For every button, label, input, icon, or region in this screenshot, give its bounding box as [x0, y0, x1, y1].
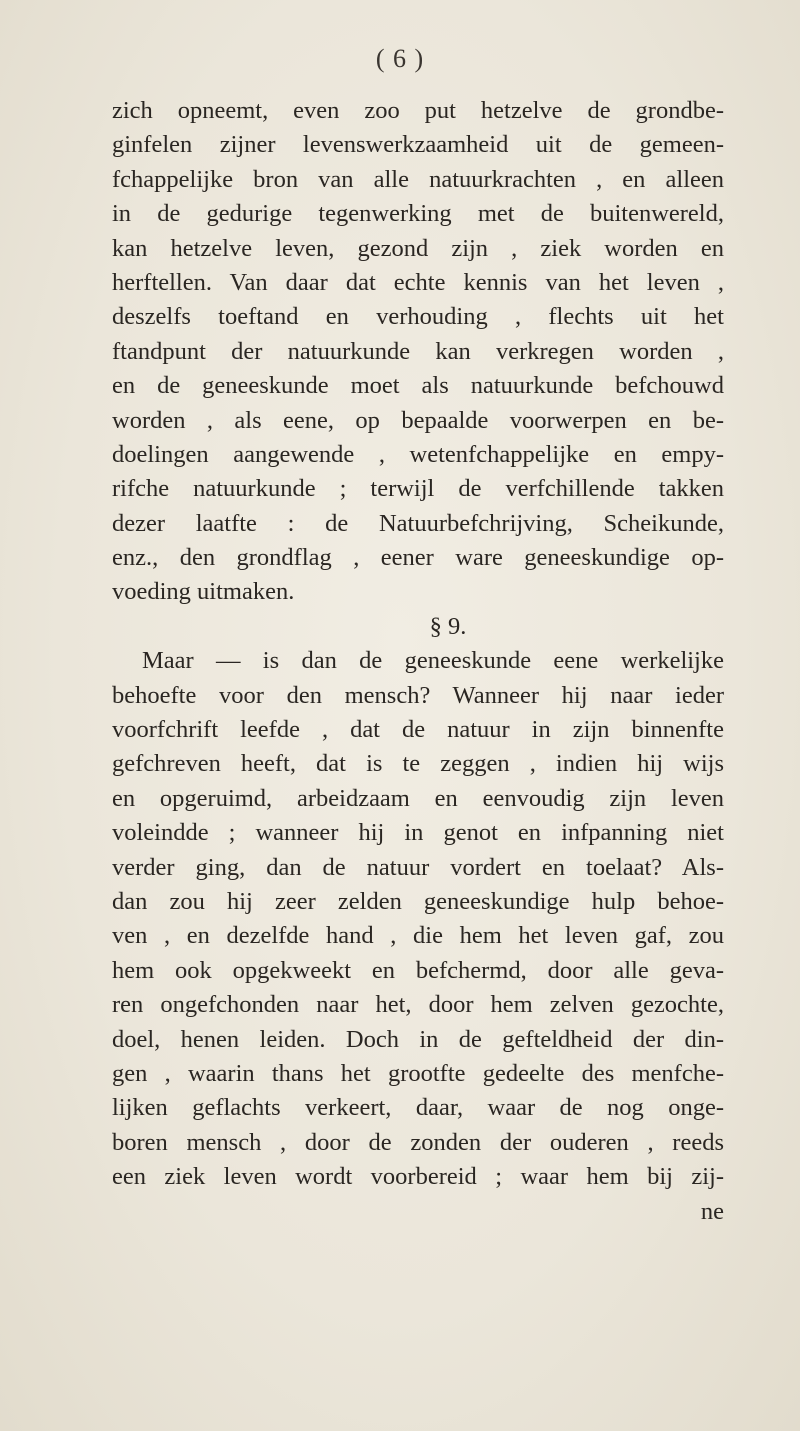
text-line: worden , als eene, op bepaalde voorwerpen en be- — [112, 406, 724, 434]
text-line: dan zou hij zeer zelden geneeskundige hulp behoe- — [112, 887, 724, 915]
text-line: in de gedurige tegenwerking met de buitenwereld, — [112, 200, 724, 228]
text-line: ginfelen zijner levenswerkzaamheid uit de gemeen- — [112, 131, 724, 159]
text-line: doelingen aangewende , wetenfchappelijke en empy- — [112, 440, 724, 468]
text-line: herftellen. Van daar dat echte kennis van het leven , — [112, 268, 724, 296]
text-line: rifche natuurkunde ; terwijl de verfchillende takken — [112, 475, 724, 503]
text-line: enz., den grondflag , eener ware geneeskundige op- — [112, 544, 724, 572]
text-line: deszelfs toeftand en verhouding , flechts uit het — [112, 303, 724, 331]
text-line: lijken geflachts verkeert, daar, waar de nog onge- — [112, 1094, 724, 1122]
text-line: en de geneeskunde moet als natuurkunde befchouwd — [112, 372, 724, 400]
text-line: boren mensch , door de zonden der ouderen , reeds — [112, 1128, 724, 1156]
text-line: gen , waarin thans het grootfte gedeelte des menfche- — [112, 1059, 724, 1087]
catchword: ne — [700, 1197, 724, 1225]
text-line: en opgeruimd, arbeidzaam en eenvoudig zijn leven — [112, 784, 724, 812]
text-line: Maar — is dan de geneeskunde eene werkelijke — [142, 647, 724, 675]
section-heading: § 9. — [429, 612, 467, 640]
text-line: doel, henen leiden. Doch in de gefteldheid der din- — [112, 1025, 724, 1053]
text-line: kan hetzelve leven, gezond zijn , ziek worden en — [112, 234, 724, 262]
text-line: fchappelijke bron van alle natuurkrachten , en alleen — [112, 165, 724, 193]
text-line: voleindde ; wanneer hij in genot en infpanning niet — [112, 819, 724, 847]
text-line: behoefte voor den mensch? Wanneer hij naar ieder — [112, 681, 724, 709]
text-line: ftandpunt der natuurkunde kan verkregen worden , — [112, 337, 724, 365]
text-line: ren ongefchonden naar het, door hem zelven gezochte, — [112, 991, 724, 1019]
text-line: gefchreven heeft, dat is te zeggen , indien hij wijs — [112, 750, 724, 778]
text-line: dezer laatfte : de Natuurbefchrijving, Scheikunde, — [112, 509, 724, 537]
body-text — [112, 94, 724, 1229]
text-line: hem ook opgekweekt en befchermd, door alle geva- — [112, 956, 724, 984]
text-line: zich opneemt, even zoo put hetzelve de grondbe- — [112, 97, 724, 124]
text-line: verder ging, dan de natuur vordert en toelaat? Als- — [112, 853, 724, 881]
text-line: voeding uitmaken. — [112, 578, 295, 606]
page-number: ( 6 ) — [375, 44, 425, 73]
text-line: voorfchrift leefde , dat de natuur in zijn binnenfte — [112, 716, 724, 744]
text-line: ven , en dezelfde hand , die hem het leven gaf, zou — [112, 922, 724, 950]
text-line: een ziek leven wordt voorbereid ; waar hem bij zij- — [112, 1163, 724, 1191]
